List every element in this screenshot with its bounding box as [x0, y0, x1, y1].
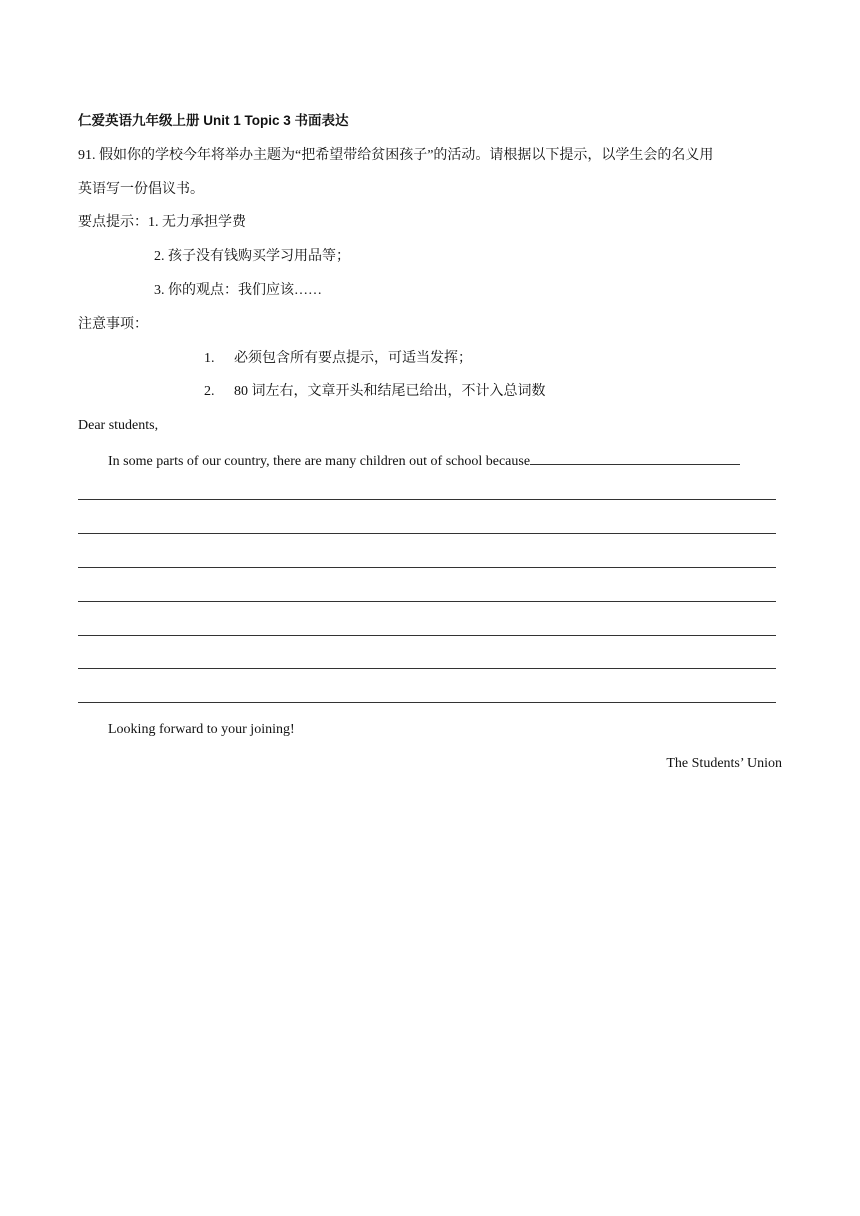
answer-line[interactable] [78, 567, 776, 568]
note-item-1 [204, 349, 472, 369]
letter-salutation: Dear students, [78, 418, 159, 433]
letter-opening [108, 450, 740, 472]
note-item-text: 80 词左右，文章开头和结尾已给出，不计入总词数 [234, 384, 546, 399]
tips-line-3: 3. 你的观点：我们应该…… [154, 283, 322, 298]
answer-line[interactable] [78, 668, 776, 669]
question-line-1: 91. 假如你的学校今年将举办主题为“把希望带给贫困孩子”的活动。请根据以下提示，以学生会的名义用 [78, 148, 714, 163]
letter-opening-text: In some parts of our country, there are many children out of school because [108, 454, 531, 469]
note-item-text: 必须包含所有要点提示，可适当发挥； [234, 351, 472, 366]
note-item-2 [204, 382, 546, 402]
notes-label: 注意事项： [78, 317, 148, 332]
answer-line[interactable] [78, 533, 776, 534]
answer-line[interactable] [78, 702, 776, 703]
answer-line[interactable] [78, 601, 776, 602]
letter-signature: The Students’ Union [666, 756, 782, 771]
question-line-2: 英语写一份倡议书。 [78, 182, 204, 197]
answer-blank-inline[interactable] [530, 450, 740, 465]
note-item-number: 1. [204, 351, 215, 366]
letter-closing: Looking forward to your joining! [108, 722, 295, 737]
tips-line-1: 要点提示：1. 无力承担学费 [78, 215, 246, 230]
note-item-number: 2. [204, 384, 215, 399]
answer-line[interactable] [78, 635, 776, 636]
document-title: 仁爱英语九年级上册 Unit 1 Topic 3 书面表达 [78, 113, 349, 128]
answer-line[interactable] [78, 499, 776, 500]
tips-line-2: 2. 孩子没有钱购买学习用品等； [154, 249, 350, 264]
